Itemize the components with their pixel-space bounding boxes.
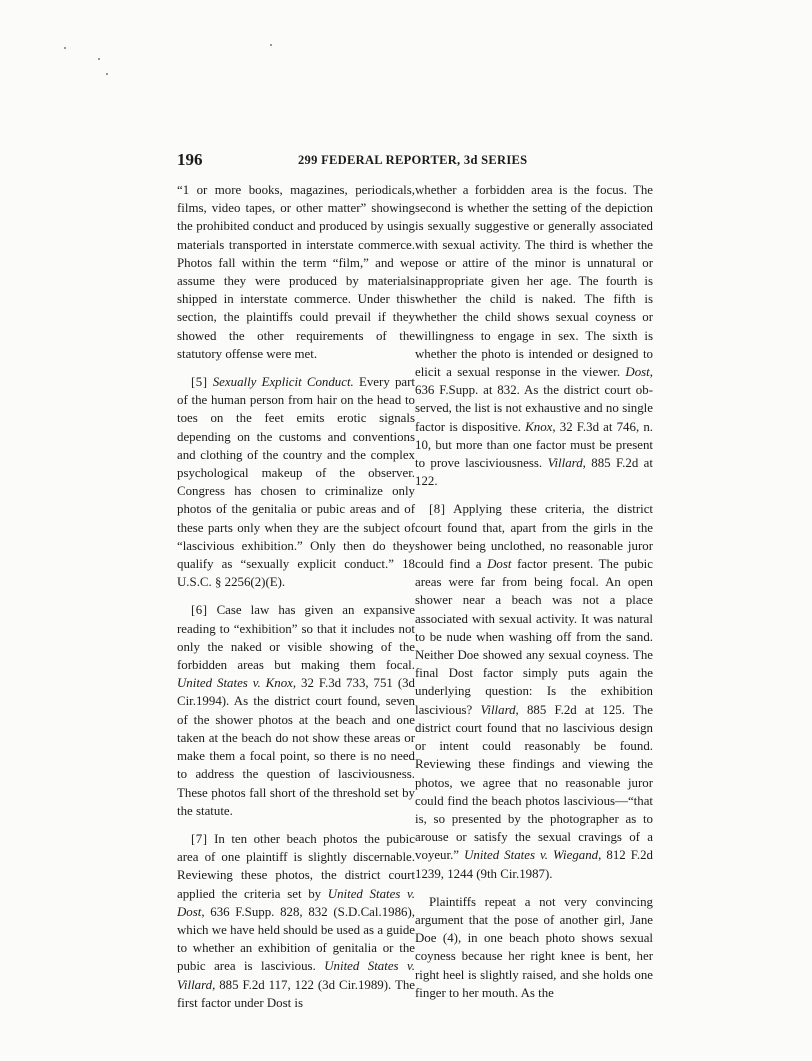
paragraph	[415, 181, 653, 490]
case-citation: Villard,	[547, 456, 586, 471]
scan-speck	[106, 73, 108, 75]
paragraph	[177, 830, 415, 1012]
right-column	[415, 181, 653, 1012]
case-citation: Dost,	[625, 365, 653, 380]
paragraph-text: 32 F.3d 733, 751 (3d Cir.1994). As the district court found, seven of the shower photos at the beach and one taken at the beach do not show these areas or make them a focal point, so there is no need to address the question of lasciviousness. These photos fall short of the threshold set by the statute.	[177, 676, 415, 818]
paragraph-text: Case law has given an expansive reading to “exhibition” so that it includes not only the naked or visible showing of the forbidden areas but making them focal.	[177, 603, 415, 673]
case-citation: Knox,	[525, 419, 556, 434]
paragraph-text: Plaintiffs repeat a not very convincing argument that the pose of another girl, Jane Doe (4), in one beach photo shows sexual coyness because her right knee is bent, her right heel is slightly raised, and she holds one finger to her mouth. As the	[415, 894, 653, 1000]
paragraph-text: 885 F.2d at 122.	[415, 456, 653, 489]
case-citation: United States v. Dost,	[177, 886, 415, 919]
paragraph-text: whether a forbidden area is the focus. The second is whether the setting of the depiction is sexually suggestive or generally associated with sexual activity. The third is whether the pose or attire of the minor is unnatural or inappropriate given her age. The fourth is whether the child is naked. The fifth is whether the child shows sexual coyness or willingness to engage in sex. The sixth is whether the photo is intended or designed to elicit a sexual response in the viewer.	[415, 183, 653, 380]
scan-speck	[98, 58, 100, 60]
paragraph-text: Applying these criteria, the district court found that, apart from the girls in the shower being unclothed, no reasonable juror could find a	[415, 502, 654, 572]
paragraph-text: In ten other beach photos the pubic area of one plaintiff is slightly discernable. Reviewing these photos, the district court applied the criteria set by	[177, 831, 415, 901]
headnote-number: [7]	[191, 831, 208, 846]
paragraph	[177, 601, 415, 819]
paragraph-text: 636 F.Supp. at 832. As the district court observed, the list is not exhaustive and no single factor is dispositive.	[415, 383, 653, 434]
case-citation: Dost	[487, 557, 512, 572]
case-citation: Villard,	[480, 702, 519, 717]
paragraph	[177, 373, 415, 591]
headnote-number: [5]	[191, 375, 208, 390]
running-title: 299 FEDERAL REPORTER, 3d SERIES	[298, 153, 528, 167]
paragraph	[415, 500, 653, 882]
section-heading: Sexually Explicit Conduct.	[212, 375, 354, 390]
headnote-number: [6]	[191, 603, 208, 618]
paragraph-text: factor present. The pubic areas were far from being focal. An open shower near a beach was not a place associated with sexual activity. It was natural to be nude when washing off from the sand. Neither Doe showed any sexual coyness. The final Dost factor simply puts again the underlying question: Is the exhibition lascivious?	[415, 557, 653, 717]
left-column	[177, 181, 415, 1022]
paragraph-text: 32 F.3d at 746, n. 10, but more than one factor must be present to prove lasciviousness.	[415, 419, 653, 471]
paragraph-text: 885 F.2d 117, 122 (3d Cir.1989). The first factor under Dost is	[177, 977, 415, 1010]
case-citation: United States v. Villard,	[177, 959, 415, 992]
paragraph-text: 636 F.Supp. 828, 832 (S.D.Cal.1986), which we have held should be used as a guide to whether an exhibition of genitalia or the pubic area is lascivious.	[177, 904, 415, 974]
page-number: 196	[177, 150, 203, 169]
paragraph-text: 885 F.2d at 125. The district court found that no lascivious design or intent could reasonably be found. Reviewing these findings and viewing the photos, we agree that no reasonable juror could find the beach photos lascivious—“that is, so presented by the photographer as to arouse or satisfy the sexual cravings of a voyeur.”	[415, 702, 653, 863]
case-citation: United States v. Wiegand,	[464, 848, 602, 863]
scan-speck	[64, 47, 66, 49]
paragraph-text: “1 or more books, magazines, periodicals, films, video tapes, or other matter” showing the prohibited conduct and produced by using materials transported in interstate commerce. Photos fall within the term “film,” and we assume they were produced by materials shipped in interstate commerce. Under this section, the plaintiffs could prevail if they showed the other requirements of the statutory offense were met.	[177, 183, 415, 361]
paragraph-text: 812 F.2d 1239, 1244 (9th Cir.1987).	[415, 848, 653, 881]
case-citation: United States v. Knox,	[177, 676, 297, 691]
paragraph-text: Every part of the human person from hair on the head to toes on the feet emits erotic signals depending on the customs and conventions and clothing of the country and the complex psychological makeup of the observer. Congress has chosen to criminalize only photos of the genitalia or pubic areas and of these parts only when they are the subject of “lascivious exhibition.” Only then do they qualify as “sexually explicit conduct.” 18 U.S.C. § 2256(2)(E).	[177, 375, 415, 590]
scan-speck	[270, 44, 272, 46]
paragraph	[415, 893, 653, 1002]
headnote-number: [8]	[429, 502, 446, 517]
paragraph	[177, 181, 415, 363]
